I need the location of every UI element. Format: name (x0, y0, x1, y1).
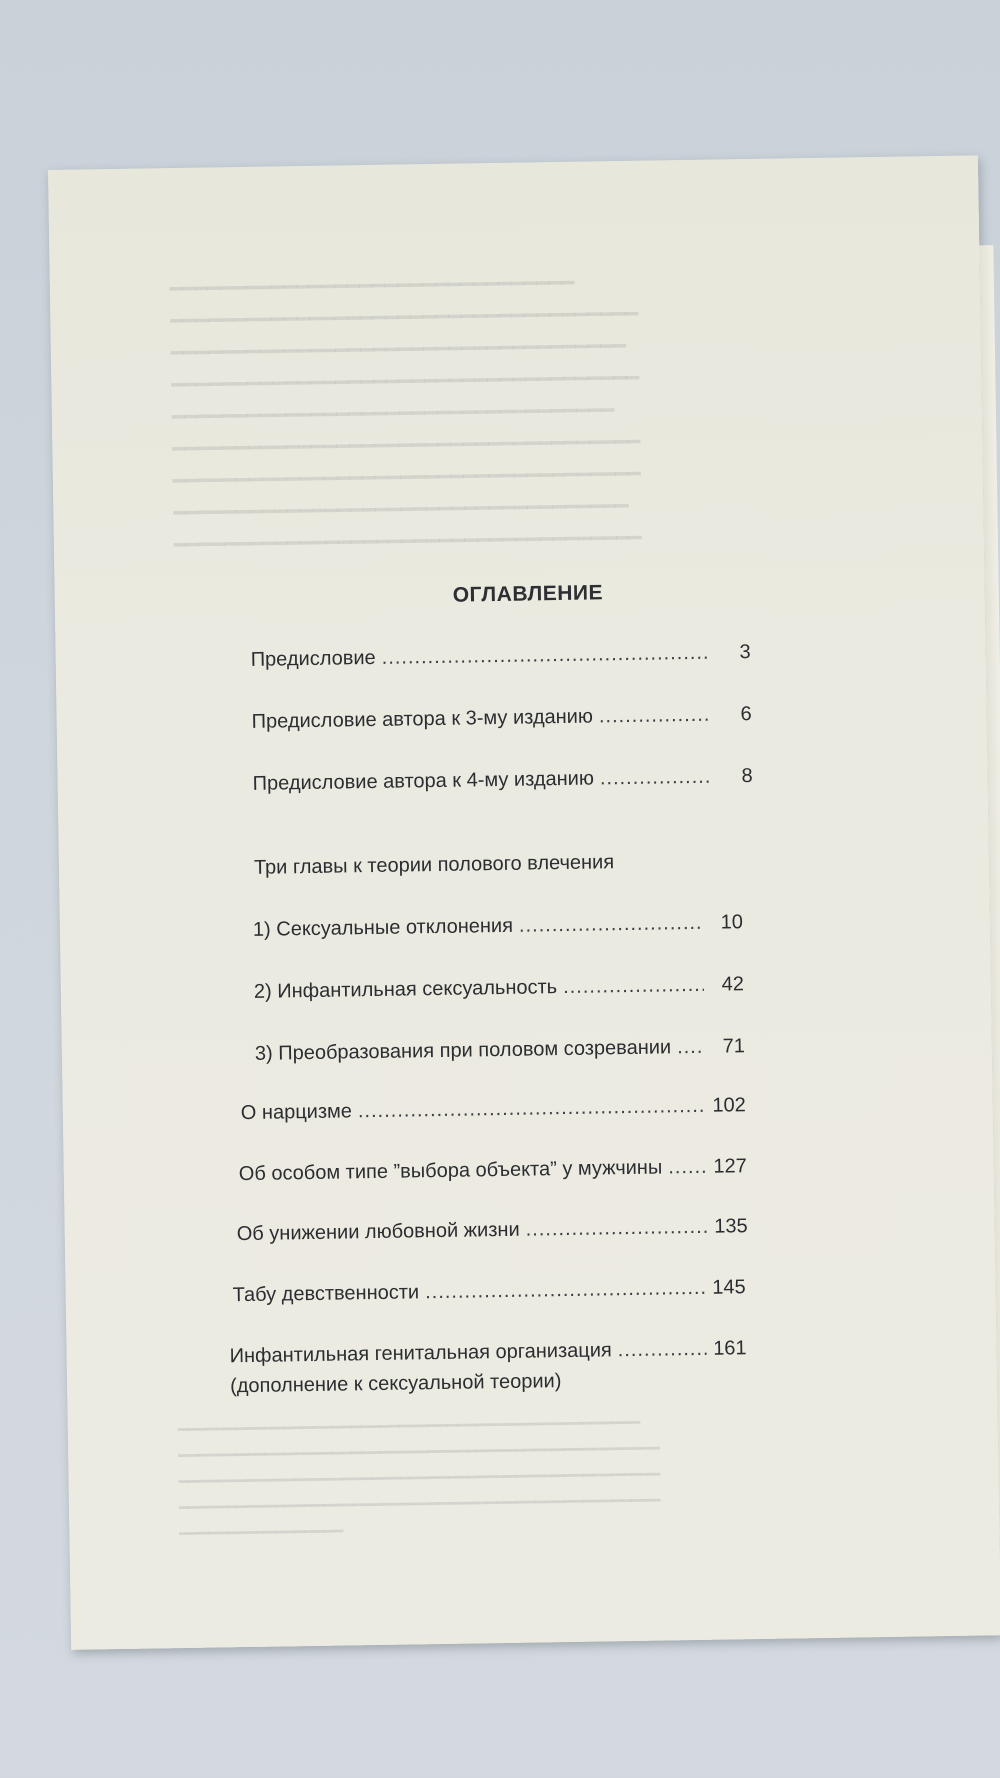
toc-entry-label: Об унижении любовной жизни (236, 1218, 520, 1246)
toc-entry-page: 42 (721, 973, 745, 996)
toc-entry-page: 6 (740, 703, 752, 726)
toc-entry-page: 135 (714, 1215, 748, 1238)
toc-section-heading: Три главы к теории полового влечения (253, 851, 615, 879)
toc-entry-label: 1) Сексуальные отклонения (252, 914, 514, 941)
toc-entry-page: 8 (741, 765, 753, 788)
toc-entry-label: Инфантильная генитальная организация (229, 1339, 612, 1368)
toc-entry-label: 3) Преобразования при половом созревании (254, 1036, 672, 1065)
toc-entry-page: 127 (713, 1155, 747, 1178)
show-through-texture-bottom: ━━━━━━━━━━━━━━━━━━━━━━━━━━━━━━━━━━━━━━━━━━━━━━━━ ━━━━━━━━━━━━━━━━━━━━━━━━━━━━━━━━━━━━━━━━━━━━━━━━━━ ━━━━━━━━━━━━━━━━━━━━━━━━━━━━━━━━━━━━━━━━━━━━━━━━━━ ━━━━━━━━━━━━━━━━━━━━━━━━━━━━━━━━━━━━━━━━━━━━━━━━━━ ━━━━━━━━━━━━━━━━━ (177, 1414, 661, 1544)
toc-entry-label: О нарцизме (240, 1100, 353, 1125)
toc-title: ОГЛАВЛЕНИЕ (452, 581, 604, 607)
toc-entry-page: 71 (722, 1035, 746, 1058)
toc-entry-narcissism (241, 1094, 746, 1125)
toc-entry-label: 2) Инфантильная сексуальность (253, 976, 558, 1003)
toc-entry-object-choice (239, 1155, 747, 1186)
dot-leader (519, 912, 703, 938)
toc-entry-page: 145 (712, 1276, 746, 1299)
dot-leader (525, 1216, 707, 1242)
toc-entry-deviations (253, 911, 743, 942)
toc-entry-label: Предисловие автора к 3-му изданию (251, 705, 594, 733)
toc-entry-label: Об особом типе ”выбора объекта” у мужчины (238, 1156, 663, 1186)
toc-entry-genital-organization (229, 1337, 746, 1368)
dot-leader (668, 1156, 707, 1180)
book-page (48, 155, 1000, 1649)
toc-entry-label: Предисловие (250, 646, 376, 671)
toc-entry-page: 161 (713, 1337, 747, 1360)
toc-entry-virginity-taboo (233, 1276, 746, 1307)
toc-entry-preface (251, 641, 751, 672)
dot-leader (425, 1277, 706, 1304)
toc-entry-infantile (254, 973, 744, 1004)
dot-leader (563, 974, 704, 999)
toc-entry-preface-4th (252, 765, 752, 796)
dot-leader (358, 1095, 706, 1123)
toc-entry-subtitle: (дополнение к сексуальной теории) (229, 1370, 562, 1398)
toc-entry-label: Табу девственности (232, 1281, 420, 1307)
toc-entry-label: Предисловие автора к 4-му изданию (252, 767, 595, 795)
dot-leader (618, 1338, 707, 1362)
dot-leader (381, 642, 710, 670)
toc-entry-puberty (255, 1035, 745, 1066)
toc-entry-page: 3 (739, 641, 751, 664)
dot-leader (600, 766, 713, 791)
toc-entry-degradation (237, 1215, 748, 1246)
toc-entry-page: 10 (720, 911, 744, 934)
dot-leader (677, 1036, 705, 1059)
show-through-texture: ━━━━━━━━━━━━━━━━━━━━━━━━━━━━━━━━ ━━━━━━━━━━━━━━━━━━━━━━━━━━━━━━━━━━━━━ ━━━━━━━━━━━━━━━━━━━━━━━━━━━━━━━━━━━━ ━━━━━━━━━━━━━━━━━━━━━━━━━━━━━━━━━━━━━ ━━━━━━━━━━━━━━━━━━━━━━━━━━━━━━━━━━━ ━━━━━━━━━━━━━━━━━━━━━━━━━━━━━━━━━━━━━ ━━━━━━━━━━━━━━━━━━━━━━━━━━━━━━━━━━━━━ ━━━━━━━━━━━━━━━━━━━━━━━━━━━━━━━━━━━━ ━━━━━━━━━━━━━━━━━━━━━━━━━━━━━━━━━━━━━ (169, 270, 642, 558)
toc-entry-page: 102 (712, 1094, 746, 1117)
page-edge (979, 245, 1000, 1635)
toc-entry-preface-3rd (252, 703, 752, 734)
dot-leader (599, 704, 712, 729)
